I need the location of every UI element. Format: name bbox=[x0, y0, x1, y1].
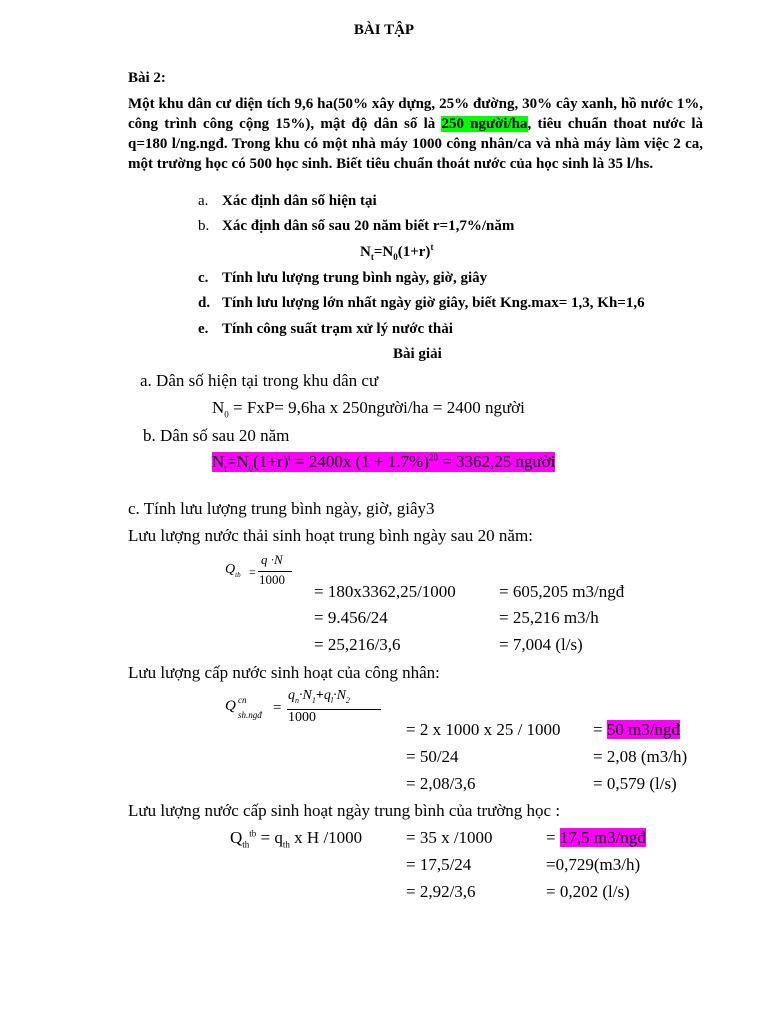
cn-row-3-left: = 2,08/3,6 bbox=[406, 774, 476, 793]
cn-row-1-left: = 2 x 1000 x 25 / 1000 bbox=[406, 720, 561, 739]
c-row-2-left: = 9.456/24 bbox=[314, 608, 388, 627]
solution-c-heading: c. Tính lưu lượng trung bình ngày, giờ, giây3 bbox=[128, 499, 435, 518]
c-row-3-right: = 7,004 (l/s) bbox=[499, 635, 583, 654]
page-title: BÀI TẬP bbox=[353, 22, 415, 38]
cn-row-1-right: = 50 m3/ngđ bbox=[593, 720, 681, 739]
th-row-1-left: = 35 x /1000 bbox=[406, 828, 493, 847]
solution-b-heading: b. Dân số sau 20 năm bbox=[143, 426, 290, 445]
th-row-3-left: = 2,92/3,6 bbox=[406, 882, 476, 901]
task-text: Xác định dân số hiện tại bbox=[222, 193, 377, 209]
cn-row-2-right: = 2,08 (m3/h) bbox=[593, 747, 688, 766]
qtb-formula: $Q_{tb}$ = q ·N 1000 bbox=[225, 552, 305, 592]
problem-statement bbox=[128, 94, 703, 174]
school-flow-highlight: 17,5 m3/ngđ bbox=[559, 828, 646, 847]
task-e bbox=[198, 321, 453, 338]
c-row-1-right: = 605,205 m3/ngđ bbox=[499, 582, 625, 601]
solution-b-equation: $N_t=N_0(1+r)^t = 2400x$ $(1 + 1.7\%)^{20} = 3362,25$ người bbox=[212, 452, 556, 474]
solution-title: Bài giải bbox=[393, 346, 442, 362]
c-row-3-left: = 25,216/3,6 bbox=[314, 635, 401, 654]
th-row-1-right: = 17,5 m3/ngđ bbox=[546, 828, 646, 847]
school-heading: Lưu lượng nước cấp sinh hoạt ngày trung bình của trường học : bbox=[128, 801, 561, 820]
cn-row-3-right: = 0,579 (l/s) bbox=[593, 774, 677, 793]
solution-a-heading: a. Dân số hiện tại trong khu dân cư bbox=[140, 371, 379, 390]
cn-row-2-left: = 50/24 bbox=[406, 747, 459, 766]
task-d bbox=[198, 295, 645, 312]
worker-flow-highlight: 50 m3/ngđ bbox=[606, 720, 681, 739]
task-c bbox=[198, 270, 487, 287]
worker-heading: Lưu lượng cấp nước sinh hoạt của công nhân: bbox=[128, 663, 440, 682]
solution-c-line: Lưu lượng nước thải sinh hoạt trung bình ngày sau 20 năm: bbox=[128, 526, 533, 545]
task-a bbox=[198, 193, 377, 210]
task-text: Tính công suất trạm xử lý nước thải bbox=[222, 321, 453, 337]
task-text: Xác định dân số sau 20 năm biết r=1,7%/năm bbox=[222, 218, 515, 234]
th-row-3-right: = 0,202 (l/s) bbox=[546, 882, 630, 901]
qcn-formula: Q cn sh.ngđ = $q_n\cdot N_1+q_l\cdot N_2$ 1000 bbox=[225, 688, 395, 728]
problem-text-before: Một khu dân cư diện tích 9,6 ha(50% xây dựng, 25% đường, 30% cây xanh, hồ nước 1%, công trình công cộng 15%), mật độ dân số là bbox=[128, 96, 703, 132]
task-marker: b. bbox=[198, 218, 210, 234]
task-b bbox=[198, 218, 514, 235]
task-marker: d. bbox=[198, 295, 211, 311]
task-text: Tính lưu lượng lớn nhất ngày giờ giây, biết Kng.max= 1,3, Kh=1,6 bbox=[222, 295, 645, 311]
c-row-1-left: = 180x3362,25/1000 bbox=[314, 582, 456, 601]
th-row-2-right: =0,729(m3/h) bbox=[546, 855, 641, 874]
growth-formula: $N_t=N_0(1+r)^t$ bbox=[360, 242, 434, 262]
problem-text-after: , tiêu chuẩn thoat nước là q=180 l/ng.ngđ. Trong khu có một nhà máy 1000 công nhân/ca và nhà máy làm việc 2 ca, một trường học có 500 học sinh. Biết tiêu chuẩn thoát nước của học sinh là 35 l/hs. bbox=[128, 116, 703, 172]
task-marker: e. bbox=[198, 321, 209, 337]
task-marker: c. bbox=[198, 270, 209, 286]
qth-formula: $Q_{th}^{tb} = q_{th}$ x H /1000 bbox=[230, 828, 363, 850]
problem-label: Bài 2: bbox=[128, 70, 166, 86]
solution-a-equation: $N_0 = FxP= 9,6ha$ x 250người/ha = 2400 người bbox=[212, 398, 525, 420]
density-highlight: 250 người/ha bbox=[441, 116, 528, 132]
task-text: Tính lưu lượng trung bình ngày, giờ, giây bbox=[222, 270, 488, 286]
th-row-2-left: = 17,5/24 bbox=[406, 855, 472, 874]
c-row-2-right: = 25,216 m3/h bbox=[499, 608, 599, 627]
task-marker: a. bbox=[198, 193, 209, 209]
